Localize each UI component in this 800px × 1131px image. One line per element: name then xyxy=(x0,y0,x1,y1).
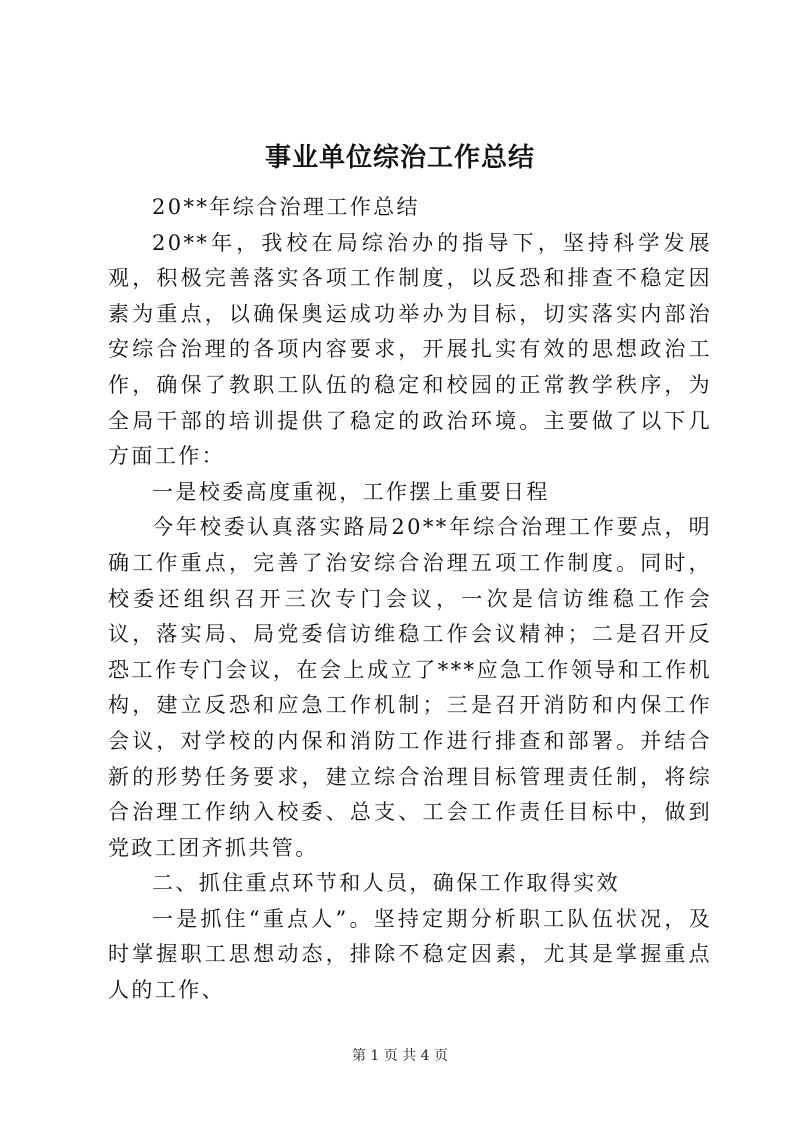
paragraph-heading-1: 一是校委高度重视，工作摆上重要日程 xyxy=(152,479,550,504)
page-number-footer: 第 1 页 共 4 页 xyxy=(351,1048,449,1064)
paragraph-body-1: 今年校委认真落实路局20**年综合治理工作要点，明确工作重点，完善了治安综合治理五项工作制度。同时，校委还组织召开三次专门会议，一次是信访维稳工作会议，落实局、局党委信访维稳工作会议精神；二是召开反恐工作专门会议，在会上成立了***应急工作领导和工作机构，建立反恐和应急工作机制；三是召开消防和内保工作会议，对学校的内保和消防工作进行排查和部署。并结合新的形势任务要求，建立综合治理目标管理责任制，将综合治理工作纳入校委、总支、工会工作责任目标中，做到党政工团齐抓共管。 xyxy=(108,515,712,860)
document-title: 事业单位综治工作总结 xyxy=(264,143,535,173)
document-body xyxy=(108,190,712,1009)
paragraph-intro: 20**年，我校在局综治办的指导下，坚持科学发展观，积极完善落实各项工作制度，以反恐和排查不稳定因素为重点，以确保奥运成功举办为目标，切实落实内部治安综合治理的各项内容要求，开展扎实有效的思想政治工作，确保了教职工队伍的稳定和校园的正常教学秩序，为全局干部的培训提供了稳定的政治环境。主要做了以下几方面工作： xyxy=(108,230,712,469)
paragraph-subtitle: 20**年综合治理工作总结 xyxy=(152,195,420,219)
paragraph-heading-2: 二、抓住重点环节和人员，确保工作取得实效 xyxy=(152,871,620,896)
paragraph-body-2: 一是抓住“重点人”。坚持定期分析职工队伍状况，及时掌握职工思想动态，排除不稳定因素，尤其是掌握重点人的工作、 xyxy=(108,906,712,1003)
